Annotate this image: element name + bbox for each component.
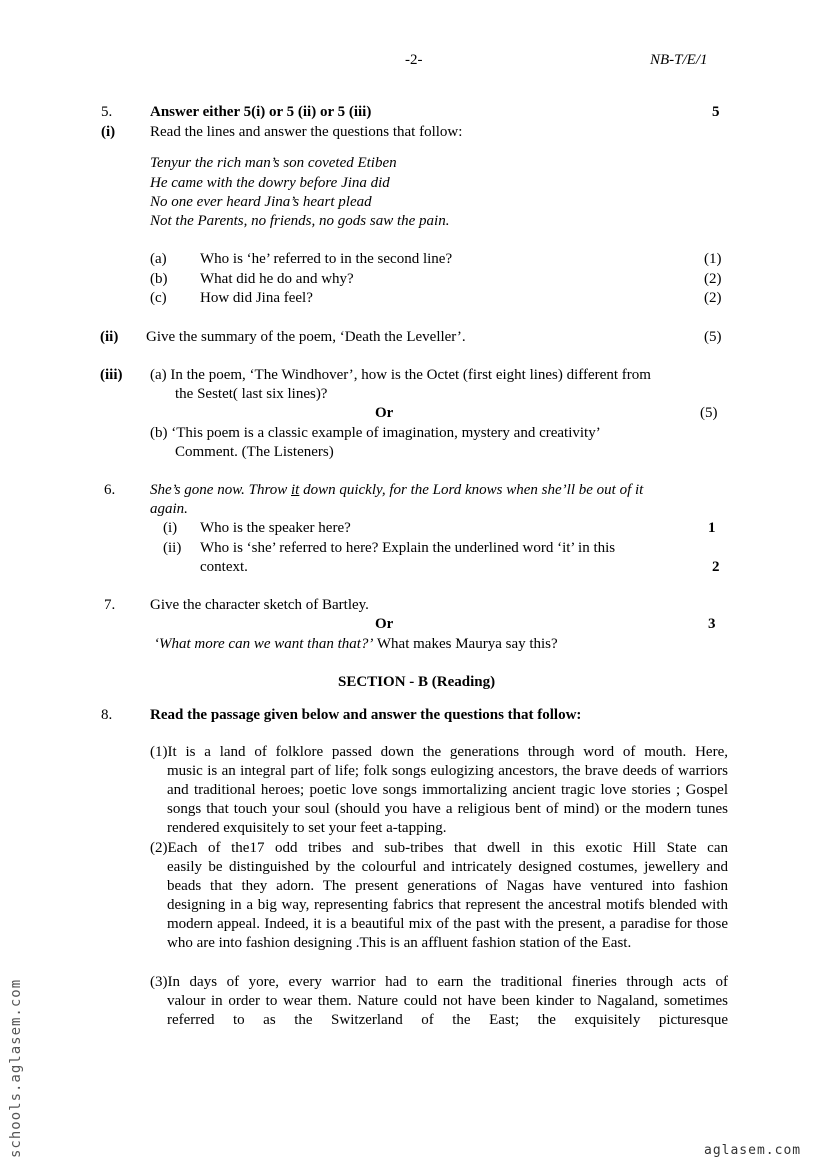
paragraph-label: (2) [150,840,168,856]
subquestion-text-line2: context. [200,559,248,575]
q5-part-iii-a-line2: the Sestet( last six lines)? [175,386,328,402]
poem-line: He came with the dowry before Jina did [150,175,390,191]
q7-alt-text: What makes Maurya say this? [373,636,558,652]
subquestion-label: (a) [150,251,167,267]
subquestion-text: Who is ‘he’ referred to in the second line? [200,251,453,267]
paragraph-first-text: In days of yore, every warrior had to earn the traditional fineries through acts of [167,974,728,990]
subquestion-text: Who is the speaker here? [200,520,351,536]
passage-paragraph [150,973,728,1030]
q5-part-iii-a-line1: (a) In the poem, ‘The Windhover’, how is the Octet (first eight lines) different from [150,367,651,383]
q6-quote-line2: again. [150,501,188,517]
paragraph-label: (3) [150,974,168,990]
poem-line: Tenyur the rich man’s son coveted Etiben [150,155,397,171]
paragraph-label: (1) [150,744,168,760]
page-number: -2- [405,52,423,68]
q8-number: 8. [101,707,113,723]
q5-part-ii-marks: (5) [704,329,722,345]
poem-line: Not the Parents, no friends, no gods saw the pain. [150,213,450,229]
subquestion-marks: (2) [704,271,722,287]
paragraph-body: valour in order to wear them. Nature could not have been kinder to Nagaland, sometimes referred to as the Switzerland of the East; the exquisitely picturesque [167,993,728,1028]
subquestion-text: What did he do and why? [200,271,354,287]
subquestion-marks: 1 [708,520,716,536]
subquestion-text: Who is ‘she’ referred to here? Explain the underlined word ‘it’ in this [200,540,616,556]
q7-alt-quote: ‘What more can we want than that?’ [154,636,374,652]
q6-quote-underlined: it [290,482,300,498]
q5-marks: 5 [712,104,720,120]
paragraph-first-line [150,973,728,992]
q5-part-iii-marks: (5) [700,405,718,421]
q8-heading: Read the passage given below and answer the questions that follow: [150,707,582,723]
subquestion-label: (c) [150,290,167,306]
q5-part-i-instruction: Read the lines and answer the questions that follow: [150,124,463,140]
q6-quote-part1: She’s gone now. Throw [150,482,291,498]
poem-line: No one ever heard Jina’s heart plead [150,194,372,210]
q7-text: Give the character sketch of Bartley. [150,597,369,613]
subquestion-marks: (2) [704,290,722,306]
footer-watermark: aglasem.com [704,1143,802,1158]
q5-part-iii-label: (iii) [100,367,123,383]
section-b-title: SECTION - B (Reading) [338,674,496,690]
paragraph-body: easily be distinguished by the colourful and intricately designed costumes, jewellery and beads that they adorn. The present generations of Nagas have ventured into fashion designing in a big way, representing fabrics that represent the ancestral motifs blended with modern appeal. Indeed, it is a beautiful mix of the past with the present, a paradise for those who are into fashion designing .This is an affluent fashion station of the East. [167,859,728,951]
q7-marks: 3 [708,616,716,632]
paragraph-body: music is an integral part of life; folk songs eulogizing ancestors, the brave deeds of warriors and traditional heroes; poetic love songs immortalizing ancient tragic love stories ; Gospel songs that touch your soul (should you have a religious bent of mind) or the modern tunes rendered exquisitely to set your feet a-tapping. [167,763,728,836]
paragraph-first-text: It is a land of folklore passed down the generations through word of mouth. Here, [167,744,728,760]
subquestion-marks: (1) [704,251,722,267]
q5-part-iii-b-line1: (b) ‘This poem is a classic example of imagination, mystery and creativity’ [150,425,601,441]
q5-part-ii-text: Give the summary of the poem, ‘Death the Leveller’. [146,329,466,345]
passage-paragraph [150,839,728,953]
side-watermark: schools.aglasem.com [8,978,24,1158]
q5-heading: Answer either 5(i) or 5 (ii) or 5 (iii) [150,104,372,120]
q5-part-iii-or: Or [375,405,394,421]
subquestion-marks: 2 [712,559,720,575]
paragraph-first-line [150,839,728,858]
q6-quote-part2: down quickly, for the Lord knows when she’ll be out of it [299,482,644,498]
q7-alt [154,635,558,654]
paragraph-first-text: Each of the17 odd tribes and sub-tribes that dwell in this exotic Hill State can [167,840,728,856]
q5-part-iii-b-line2: Comment. (The Listeners) [175,444,334,460]
subquestion-label: (i) [163,520,178,536]
subquestion-text: How did Jina feel? [200,290,313,306]
paragraph-first-line [150,743,728,762]
subquestion-label: (ii) [163,540,182,556]
passage-paragraph [150,743,728,838]
q7-number: 7. [104,597,116,613]
q5-part-i-label: (i) [101,124,116,140]
q7-or: Or [375,616,394,632]
subquestion-label: (b) [150,271,168,287]
q5-number: 5. [101,104,113,120]
paper-code: NB-T/E/1 [650,52,708,68]
q6-number: 6. [104,482,116,498]
q6-quote [150,481,643,500]
q5-part-ii-label: (ii) [100,329,119,345]
